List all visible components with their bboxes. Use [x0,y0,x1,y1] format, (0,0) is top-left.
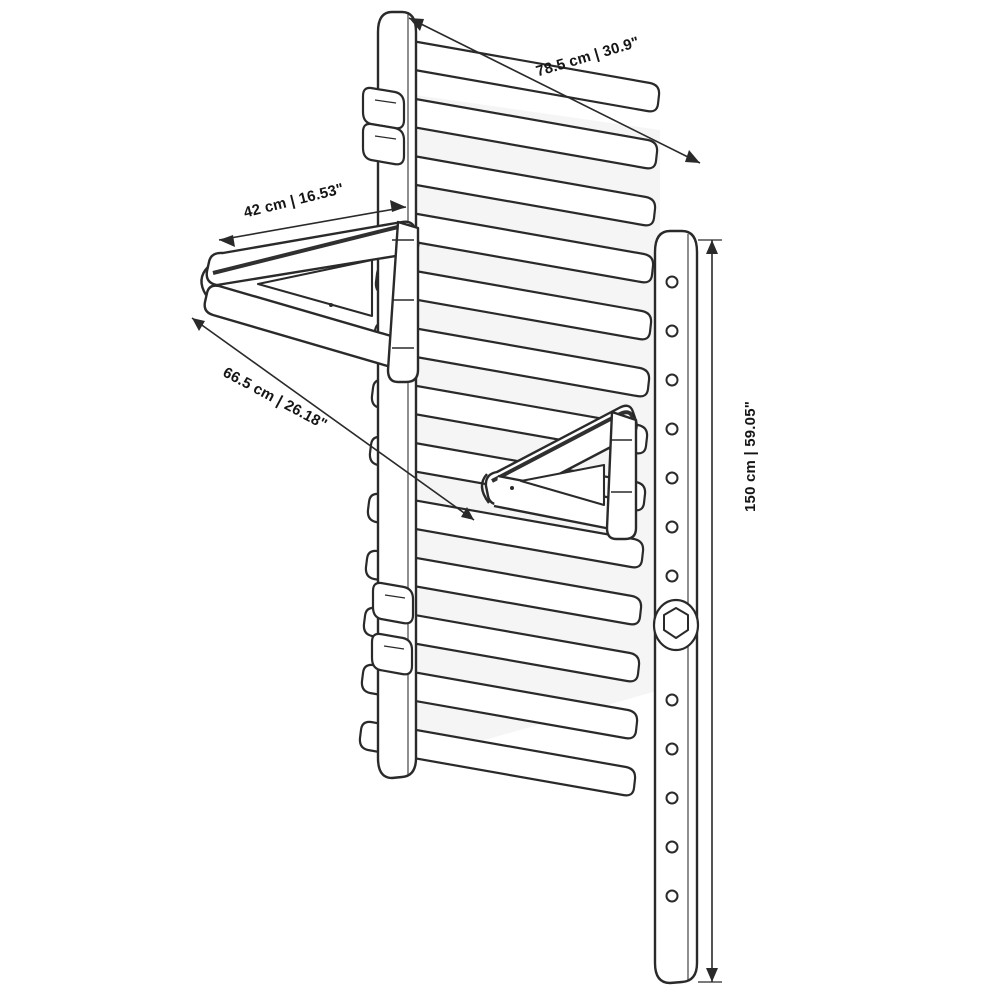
adjustment-knob [654,600,698,650]
dimension-line-height [698,240,722,982]
left-rail-hooks-upper [363,88,404,164]
dimension-label-depth-side: 66.5 cm | 26.18" [220,364,330,434]
dimension-label-height: 150 cm | 59.05" [742,400,759,512]
dimension-label-depth-top: 42 cm | 16.53" [242,180,346,222]
right-upright-rail [654,231,698,983]
dimension-label-width: 78.5 cm | 30.9" [534,33,642,81]
